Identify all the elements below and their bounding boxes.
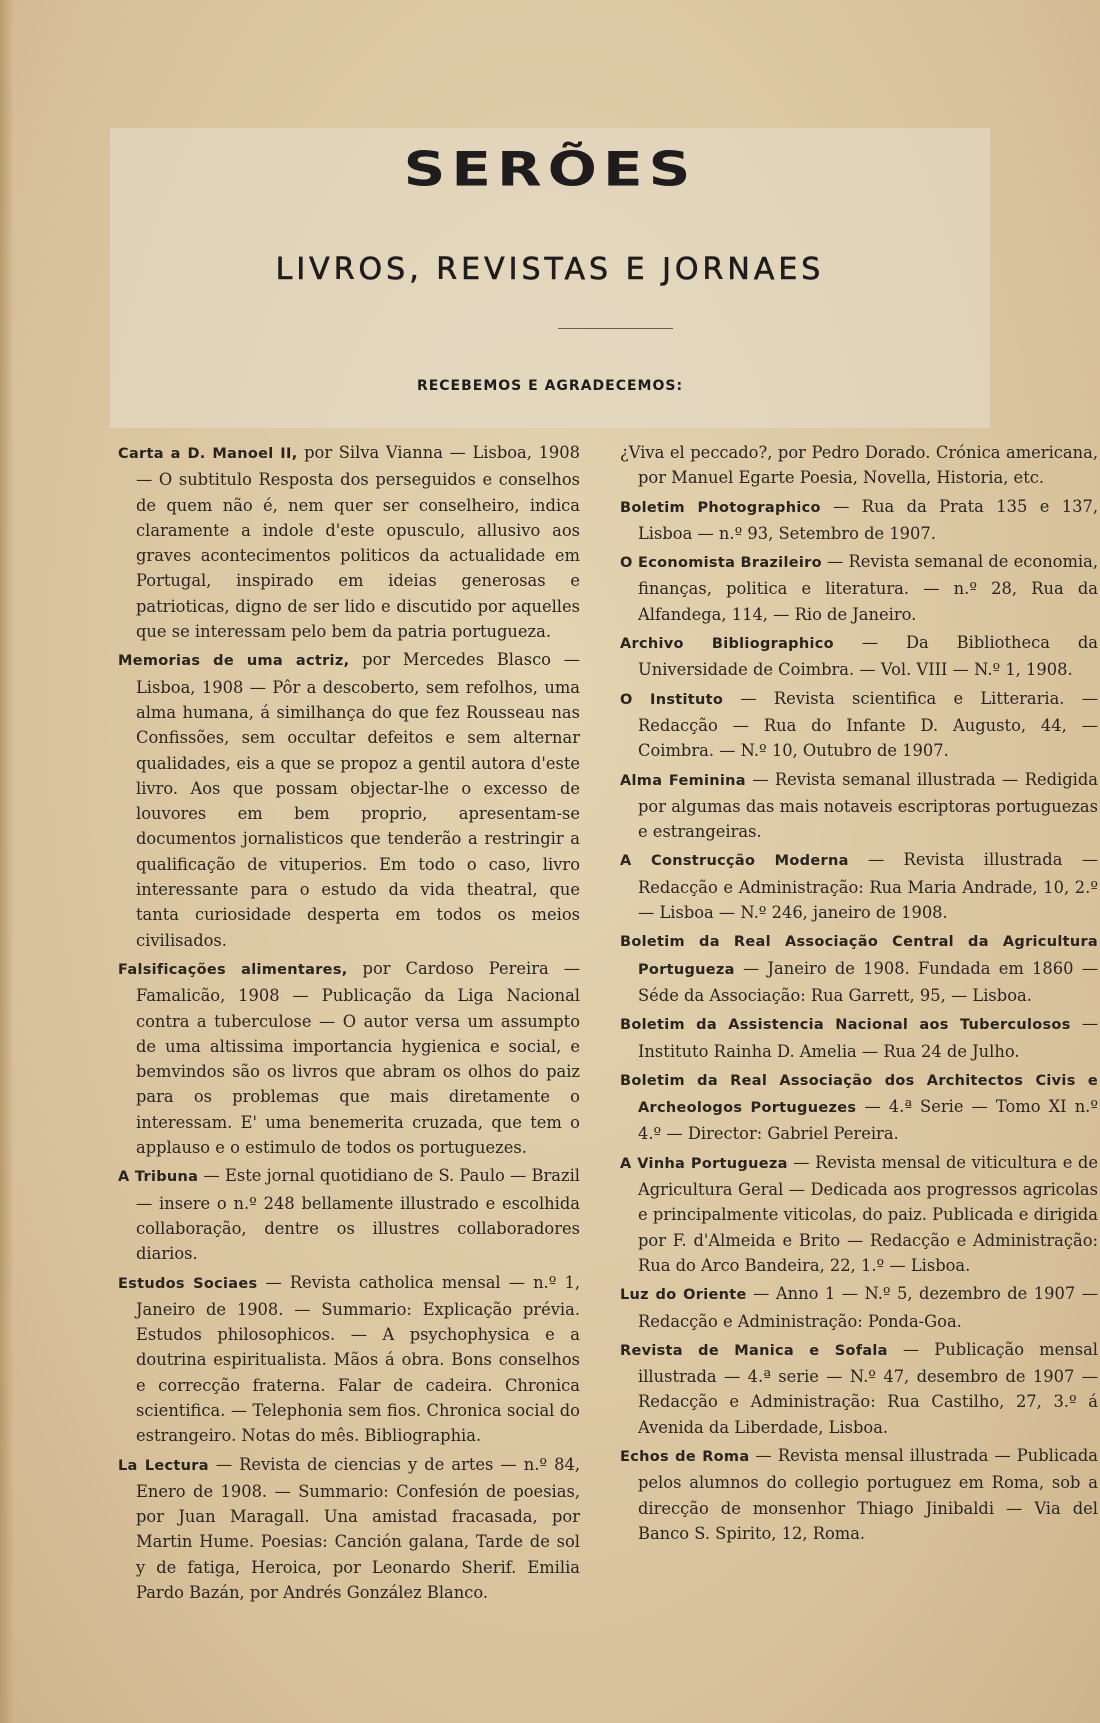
entry-text: — Revista mensal illustrada — Publicada pelos alumnos do collegio portuguez em Roma, sob a direcção de monsenhor Thiago Jinibaldi — Via del Banco S. Spirito, 12, Roma. [638,1445,1098,1543]
section-heading: RECEBEMOS E AGRADECEMOS: [416,378,684,394]
entry-text: — Publicação mensal illustrada — 4.ª serie — N.º 47, desembro de 1907 — Redacção e Administração: Rua Castilho, 27, 3.º á Avenida da Liberdade, Lisboa. [638,1339,1098,1437]
entry-title: Revista de Manica e Sofala [620,1342,888,1359]
entry [620,686,1098,764]
entry [620,1150,1098,1278]
entry-title: Boletim da Real Associação dos Architectos Civis e Archeologos Portuguezes [620,1072,1098,1117]
entry [620,847,1098,925]
entry [620,549,1098,627]
entry [620,1281,1098,1334]
entry-text: — Janeiro de 1908. Fundada em 1860 — Séde da Associação: Rua Garrett, 95, — Lisboa. [638,958,1098,1005]
entry-title: O Instituto [620,691,724,708]
entry-text: — Revista de ciencias y de artes — n.º 84, Enero de 1908. — Summario: Confesión de poesias, por Juan Maragall. Una amistad fracasada, por Martin Hume. Poesias: Canción galana, Tarde de sol y de fatiga, Heroica, por Leonardo Sherif. Emilia Pardo Bazán, por Andrés González Blanco. [136,1454,580,1603]
entry-title: Alma Feminina [620,772,746,789]
entry-title: A Vinha Portugueza [620,1155,788,1172]
entry-text: — Revista mensal de viticultura e de Agricultura Geral — Dedicada aos progressos agricolas e principalmente viticolas, do paiz. Publicada e dirigida por F. d'Almeida e Brito — Redacção e Administração: Rua do Arco Bandeira, 22, 1.º — Lisboa. [638,1152,1098,1275]
entry [118,1163,580,1266]
entry-title: Echos de Roma [620,1448,750,1465]
entry-title: Memorias de uma actriz, [118,653,350,670]
entry-title: A Construcção Moderna [620,853,849,870]
entry-title: O Economista Brazileiro [620,555,822,572]
entry [620,440,1098,491]
divider [558,328,673,329]
entry [620,1067,1098,1147]
entry-text: — Da Bibliotheca da Universidade de Coimbra. — Vol. VIII — N.º 1, 1908. [638,633,1099,680]
entry [620,767,1098,845]
entry [118,1452,580,1606]
entry-text: — Revista scientifica e Litteraria. — Redacção — Rua do Infante D. Augusto, 44, — Coimbra. — N.º 10, Outubro de 1907. [638,688,1098,761]
entry-title: La Lectura [118,1457,209,1474]
entry-text: — Este jornal quotidiano de S. Paulo — Brazil — insere o n.º 248 bellamente illustrado e escolhida collaboração, dentre os illustres collaboradores diarios. [136,1166,580,1264]
entry-text: — 4.ª Serie — Tomo XI n.º 4.º — Director: Gabriel Pereira. [638,1097,1099,1144]
page-subtitle: LIVROS, REVISTAS E JORNAES [275,252,825,287]
entry [118,440,580,644]
right-column [620,440,1098,1549]
entry-text: por Silva Vianna — Lisboa, 1908 — O subtitulo Resposta dos perseguidos e conselhos de quem não é, nem quer ser conselheiro, indica claramente a indole d'este opusculo, allusivo aos graves acontecimentos politicos da actualidade em Portugal, inspirado em ideias generosas e patrioticas, digno de ser lido e discutido por aquelles que se interessam pelo bem da patria portugueza. [136,443,580,642]
entry [620,928,1098,1008]
entry-text: — Rua da Prata 135 e 137, Lisboa — n.º 93, Setembro de 1907. [638,496,1098,543]
entry [620,1011,1098,1064]
entry [118,956,580,1160]
entry-title: Falsificações alimentares, [118,961,348,978]
entry-title: Archivo Bibliographico [620,636,834,653]
entry-text: — Revista catholica mensal — n.º 1, Janeiro de 1908. — Summario: Explicação prévia. Estudos philosophicos. — A psychophysica e a doutrina espiritualista. Mãos á obra. Bons conselhos e correcção fraterna. Falar de cadeira. Chronica scientifica. — Telephonia sem fios. Chronica social do estrangeiro. Notas do mês. Bibliographia. [136,1272,580,1446]
entry-title: Carta a D. Manoel II, [118,446,298,462]
entry-text: — Instituto Rainha D. Amelia — Rua 24 de Julho. [638,1014,1098,1061]
entry-title: Boletim da Assistencia Nacional aos Tuberculosos [620,1017,1071,1034]
entry-text: — Revista semanal de economia, finanças, politica e literatura. — n.º 28, Rua da Alfandega, 114, — Rio de Janeiro. [638,552,1099,624]
left-column [118,440,580,1608]
entry-title: Estudos Sociaes [118,1275,258,1292]
entry [620,1337,1098,1440]
entry-text: — Revista semanal illustrada — Redigida por algumas das mais notaveis escriptoras portuguezas e estrangeiras. [638,769,1098,842]
page-title: SERÕES [403,141,697,197]
entry-text: — Revista illustrada — Redacção e Administração: Rua Maria Andrade, 10, 2.º — Lisboa — N.º 246, janeiro de 1908. [638,850,1098,923]
entry-text: — Anno 1 — N.º 5, dezembro de 1907 — Redacção e Administração: Ponda-Goa. [638,1284,1099,1331]
entry-text: por Mercedes Blasco — Lisboa, 1908 — Pôr a descoberto, sem refolhos, uma alma humana, á similhança do que fez Rousseau nas Confissões, sem occultar defeitos e sem alternar qualidades, eis a que se propoz a gentil autora d'este livro. Aos que possam objectar-lhe o excesso de louvores em bem proprio, apresentam-se documentos jornalisticos que tenderão a restringir a qualificação de vituperios. Em todo o caso, livro interessante para o estudo da vida theatral, que tanta curiosidade desperta em todos os meios civilisados. [136,650,580,950]
entry-title: A Tribuna [118,1169,199,1186]
entry [620,1443,1098,1546]
entry [620,494,1098,547]
entry-title: Boletim Photographico [620,499,821,516]
entry-text: por Cardoso Pereira — Famalicão, 1908 — Publicação da Liga Nacional contra a tuberculose — O autor versa um assumpto de uma altissima importancia hygienica e social, e bemvindos são os livros que abram os olhos do paiz para os problemas que mais diretamente o interessam. E' uma benemerita cruzada, que tem o applauso e o estimulo de todos os portuguezes. [136,958,580,1158]
entry-text: ¿Viva el peccado?, por Pedro Dorado. Crónica americana, por Manuel Egarte Poesia, Novella, Historia, etc. [620,443,1098,488]
entry [118,1270,580,1449]
entry [118,647,580,953]
entry [620,630,1098,683]
entry-title: Boletim da Real Associação Central da Agricultura Portugueza [620,934,1098,978]
entry-title: Luz do Oriente [620,1287,747,1304]
